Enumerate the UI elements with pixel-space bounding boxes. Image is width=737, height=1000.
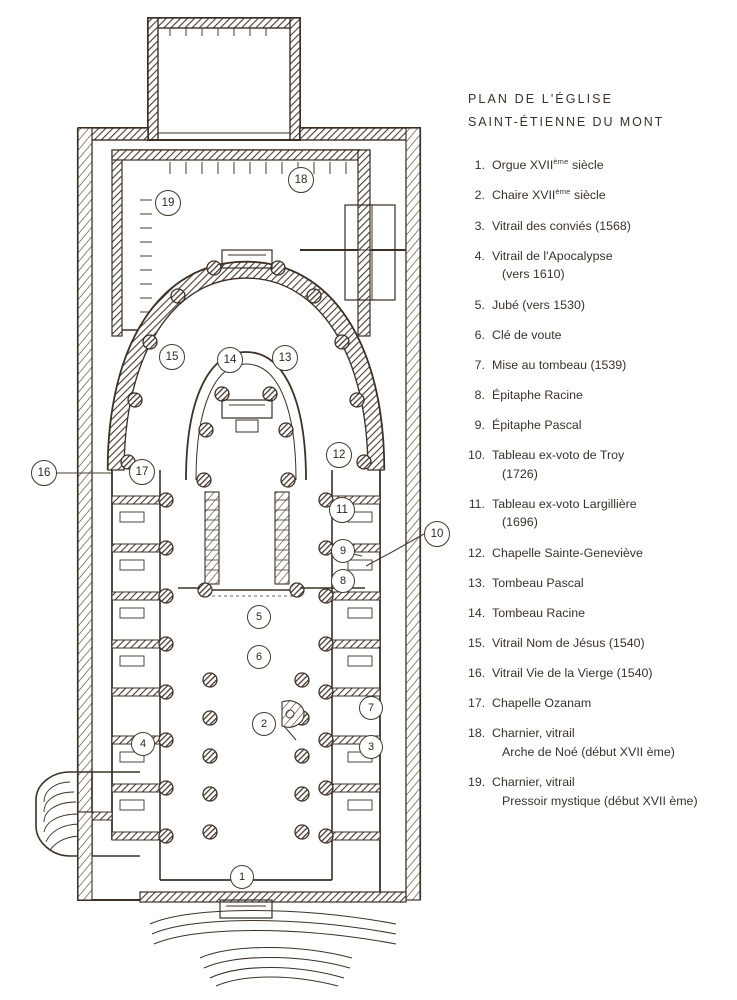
legend-item-number: 19. — [468, 774, 486, 789]
legend-item — [468, 544, 718, 563]
legend-item-number: 9. — [474, 417, 485, 432]
callout-13[interactable]: 13 — [272, 345, 298, 371]
legend-item — [468, 773, 718, 810]
legend-list — [468, 156, 718, 810]
legend-item-label: Épitaphe Pascal — [492, 417, 582, 432]
callout-19[interactable]: 19 — [155, 190, 181, 216]
callout-16[interactable]: 16 — [31, 460, 57, 486]
legend-item-number: 2. — [474, 188, 485, 203]
legend-item-number: 1. — [474, 158, 485, 173]
legend-item-number: 15. — [468, 635, 486, 650]
legend-item-number: 13. — [468, 575, 486, 590]
callout-15[interactable]: 15 — [159, 344, 185, 370]
legend-item-label: Vitrail Nom de Jésus (1540) — [492, 635, 645, 650]
legend-item-label: Vitrail des conviés (1568) — [492, 218, 631, 233]
callout-7[interactable]: 7 — [359, 696, 383, 720]
legend-item — [468, 326, 718, 345]
callout-11[interactable]: 11 — [329, 497, 355, 523]
callout-4[interactable]: 4 — [131, 732, 155, 756]
legend-item-number: 5. — [474, 297, 485, 312]
legend-item-label: Vitrail Vie de la Vierge (1540) — [492, 665, 653, 680]
legend-item — [468, 356, 718, 375]
legend-item-number: 12. — [468, 545, 486, 560]
callout-2[interactable]: 2 — [252, 712, 276, 736]
legend-item-label: Charnier, vitrail Pressoir mystique (début XVII ème) — [492, 773, 718, 810]
callout-8[interactable]: 8 — [331, 569, 355, 593]
legend-item-number: 11. — [468, 496, 485, 511]
legend-item-label: Chapelle Sainte-Geneviève — [492, 545, 643, 560]
callout-3[interactable]: 3 — [359, 735, 383, 759]
legend-item-number: 7. — [474, 357, 485, 372]
callout-17[interactable]: 17 — [129, 459, 155, 485]
legend-item — [468, 634, 718, 653]
legend-item-number: 14. — [468, 605, 486, 620]
legend-item — [468, 296, 718, 315]
legend-item — [468, 186, 718, 205]
legend-item — [468, 446, 718, 483]
legend-item-number: 16. — [468, 665, 486, 680]
legend-item-number: 10. — [468, 448, 486, 463]
callout-5[interactable]: 5 — [247, 605, 271, 629]
legend-item-label: Jubé (vers 1530) — [492, 297, 585, 312]
legend-item — [468, 386, 718, 405]
legend-item-label: Tableau ex-voto de Troy (1726) — [492, 446, 718, 483]
legend-item-number: 6. — [474, 327, 485, 342]
legend-item — [468, 664, 718, 683]
legend-item — [468, 604, 718, 623]
legend-item — [468, 694, 718, 713]
legend-panel — [468, 88, 718, 822]
legend-item-label: Mise au tombeau (1539) — [492, 357, 627, 372]
legend-item — [468, 724, 718, 761]
legend-item-label: Chaire XVIIème siècle — [492, 187, 606, 203]
legend-item-label: Vitrail de l'Apocalypse (vers 1610) — [492, 247, 718, 284]
callout-12[interactable]: 12 — [326, 442, 352, 468]
legend-item-label: Tombeau Racine — [492, 605, 585, 620]
legend-item-number: 8. — [474, 387, 485, 402]
legend-item-label: Orgue XVIIème siècle — [492, 157, 604, 173]
legend-item-sublabel: Pressoir mystique (début XVII ème) — [502, 793, 698, 808]
legend-item — [468, 247, 718, 284]
legend-item-label: Tableau ex-voto Largillière (1696) — [492, 495, 718, 532]
legend-item-sublabel: (1696) — [502, 515, 538, 530]
legend-item-number: 17. — [468, 696, 486, 711]
legend-item-label: Clé de voute — [492, 327, 562, 342]
legend-item — [468, 416, 718, 435]
legend-item — [468, 217, 718, 236]
legend-item — [468, 156, 718, 175]
callout-9[interactable]: 9 — [331, 539, 355, 563]
callout-6[interactable]: 6 — [247, 645, 271, 669]
legend-item-sublabel: (vers 1610) — [502, 267, 565, 282]
legend-item — [468, 574, 718, 593]
legend-item-sublabel: Arche de Noé (début XVII ème) — [502, 744, 675, 759]
legend-item-sublabel: (1726) — [502, 466, 538, 481]
legend-title-line1: PLAN DE L'ÉGLISE — [468, 92, 614, 106]
legend-title-line2: SAINT-ÉTIENNE DU MONT — [468, 115, 665, 130]
legend-item-label: Épitaphe Racine — [492, 387, 583, 402]
callout-14[interactable]: 14 — [217, 347, 243, 373]
legend-title — [468, 88, 718, 134]
legend-item — [468, 495, 718, 532]
legend-item-number: 18. — [468, 726, 486, 741]
callout-10[interactable]: 10 — [424, 521, 450, 547]
callout-1[interactable]: 1 — [230, 865, 254, 889]
plan-geometry — [36, 18, 424, 986]
legend-item-label: Tombeau Pascal — [492, 575, 584, 590]
callout-18[interactable]: 18 — [288, 167, 314, 193]
legend-item-number: 4. — [474, 248, 485, 263]
legend-item-label: Charnier, vitrail Arche de Noé (début XVII ème) — [492, 724, 718, 761]
legend-item-number: 3. — [474, 218, 485, 233]
legend-item-label: Chapelle Ozanam — [492, 696, 592, 711]
